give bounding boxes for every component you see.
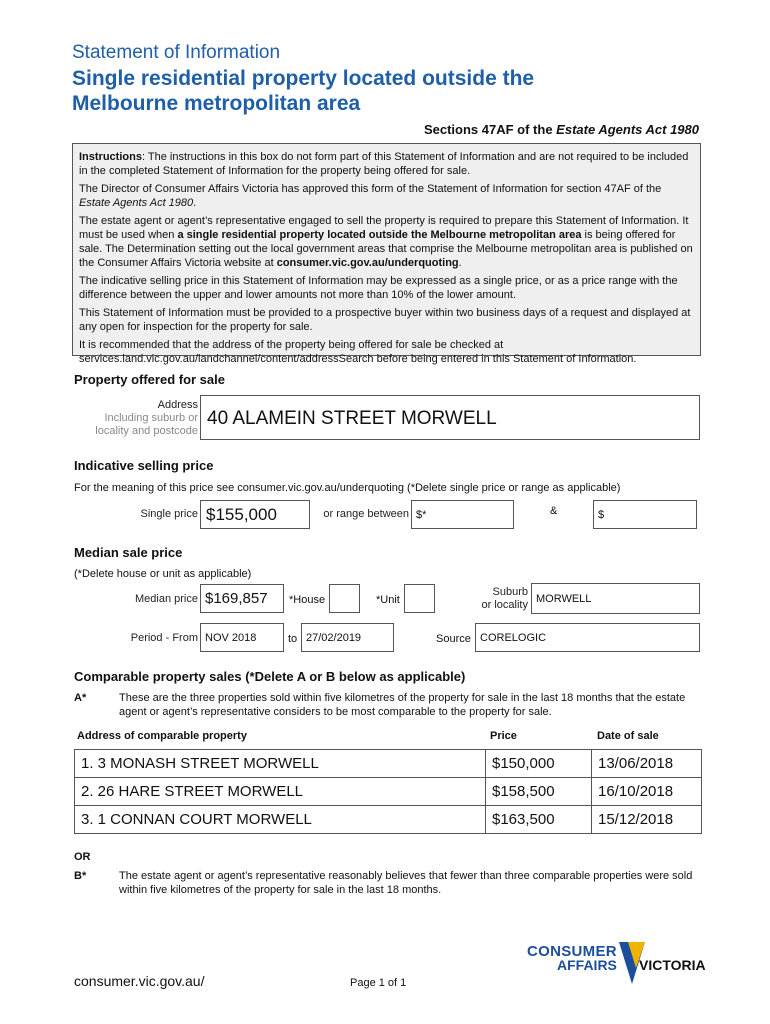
single-price-field[interactable] bbox=[200, 500, 310, 529]
instructions-p5: This Statement of Information must be provided to a prospective buyer within two business days of a request and displayed at any open for inspection for the property for sale. bbox=[79, 307, 691, 333]
instructions-p4: The indicative selling price in this Statement of Information may be expressed as a single price, or as a price range with the difference between the upper and lower amounts not more than 10% of the lower amount. bbox=[79, 275, 678, 301]
option-b-text: The estate agent or agent’s representative reasonably believes that fewer than three comparable properties were sold within five kilometres of the property for sale in the last 18 months. bbox=[119, 870, 693, 896]
range-label: or range between bbox=[323, 508, 409, 520]
page-number: Page 1 of 1 bbox=[350, 977, 407, 989]
comparable-price-1[interactable]: $150,000 bbox=[486, 750, 592, 778]
instructions-p6: It is recommended that the address of the property being offered for sale be checked at services.land.vic.gov.au/landchannel/content/addressSearch before being entered in this Statement of Information. bbox=[79, 339, 637, 365]
source-label: Source bbox=[436, 633, 471, 645]
comparable-date-1[interactable]: 13/06/2018 bbox=[592, 750, 702, 778]
title-line-2: Melbourne metropolitan area bbox=[72, 92, 361, 115]
address-label: Address Including suburb or locality and postcode bbox=[95, 399, 198, 437]
logo-victoria: VICTORIA bbox=[639, 957, 706, 973]
median-heading: Median sale price bbox=[74, 545, 183, 560]
comparable-heading: Comparable property sales (*Delete A or B below as applicable) bbox=[74, 669, 466, 684]
source-field[interactable] bbox=[475, 623, 700, 652]
logo-consumer: CONSUMER bbox=[527, 943, 617, 960]
house-checkbox[interactable] bbox=[329, 584, 360, 613]
col-header-price: Price bbox=[490, 730, 517, 742]
sections-prefix: Sections 47AF of the bbox=[423, 122, 557, 137]
logo-affairs: AFFAIRS bbox=[557, 957, 617, 973]
median-price-value: $169,857 bbox=[205, 590, 268, 607]
period-to-field[interactable] bbox=[301, 623, 394, 652]
sections-act: Estate Agents Act 1980 bbox=[556, 122, 699, 137]
option-a-label: A* bbox=[74, 692, 87, 704]
col-header-date: Date of sale bbox=[597, 730, 659, 742]
single-price-value: $155,000 bbox=[206, 505, 277, 524]
comparable-date-3[interactable]: 15/12/2018 bbox=[592, 806, 702, 834]
instructions-p2: The Director of Consumer Affairs Victoria has approved this form of the Statement of Information for section 47AF of the Estate Agents Act 1980. bbox=[79, 183, 662, 209]
instructions-box bbox=[72, 143, 701, 365]
title-line-1: Single residential property located outside the bbox=[72, 67, 535, 90]
sections-reference bbox=[424, 122, 699, 137]
indicative-heading: Indicative selling price bbox=[74, 458, 214, 473]
source-value: CORELOGIC bbox=[480, 632, 547, 644]
instructions-p3: The estate agent or agent’s representative engaged to sell the property is required to prepare this Statement of Information. It must be used when a single residential property located outside the Melbourne metropolitan area is being offered for sale. The Determination setting out the local government areas that comprise the Melbourne metropolitan area is published on the Consumer Affairs Victoria website at consumer.vic.gov.au/underquoting. bbox=[79, 215, 693, 269]
consumer-affairs-victoria-logo bbox=[527, 940, 706, 988]
table-row bbox=[75, 778, 702, 806]
or-label: OR bbox=[74, 851, 91, 863]
option-b-label: B* bbox=[74, 870, 87, 882]
document-subtitle: Statement of Information bbox=[72, 42, 281, 63]
suburb-field[interactable] bbox=[531, 583, 700, 614]
col-header-address: Address of comparable property bbox=[77, 730, 247, 742]
table-row bbox=[75, 750, 702, 778]
median-price-label: Median price bbox=[135, 593, 198, 605]
comparable-address-3[interactable]: 3. 1 CONNAN COURT MORWELL bbox=[75, 806, 486, 834]
single-price-label: Single price bbox=[140, 508, 198, 520]
footer-url[interactable]: consumer.vic.gov.au/ bbox=[74, 973, 205, 989]
option-a-text: These are the three properties sold within five kilometres of the property for sale in the last 18 months that the estate agent or agent’s representative considers to be most comparable to the property for sale. bbox=[119, 692, 686, 718]
comparable-price-2[interactable]: $158,500 bbox=[486, 778, 592, 806]
address-value: 40 ALAMEIN STREET MORWELL bbox=[207, 408, 497, 429]
underquoting-link[interactable]: consumer.vic.gov.au/underquoting bbox=[276, 257, 459, 269]
house-label: *House bbox=[289, 594, 326, 606]
period-from-field[interactable] bbox=[200, 623, 284, 652]
comparable-table bbox=[74, 749, 702, 834]
median-note: (*Delete house or unit as applicable) bbox=[74, 568, 252, 580]
range-to-value: $ bbox=[598, 509, 605, 521]
property-heading: Property offered for sale bbox=[74, 372, 225, 387]
period-from-value: NOV 2018 bbox=[205, 632, 257, 644]
period-to-value: 27/02/2019 bbox=[306, 632, 362, 644]
instructions-p1: Instructions: The instructions in this box do not form part of this Statement of Information and are not required to be included in the completed Statement of Information for the property being offered for sale. bbox=[79, 151, 689, 177]
unit-label: *Unit bbox=[376, 594, 400, 606]
median-price-field[interactable] bbox=[200, 584, 284, 613]
table-row bbox=[75, 806, 702, 834]
address-field[interactable] bbox=[200, 395, 700, 440]
range-ampersand: & bbox=[550, 505, 558, 517]
period-from-label: Period - From bbox=[130, 632, 198, 644]
document-title bbox=[72, 66, 534, 116]
comparable-address-2[interactable]: 2. 26 HARE STREET MORWELL bbox=[75, 778, 486, 806]
period-to-label: to bbox=[288, 633, 298, 645]
suburb-value: MORWELL bbox=[536, 593, 592, 605]
unit-checkbox[interactable] bbox=[404, 584, 435, 613]
indicative-note: For the meaning of this price see consumer.vic.gov.au/underquoting (*Delete single price or range as applicable) bbox=[74, 482, 621, 494]
suburb-label: Suburb or locality bbox=[481, 586, 528, 611]
comparable-price-3[interactable]: $163,500 bbox=[486, 806, 592, 834]
comparable-address-1[interactable]: 1. 3 MONASH STREET MORWELL bbox=[75, 750, 486, 778]
range-from-value: $* bbox=[416, 509, 427, 521]
comparable-date-2[interactable]: 16/10/2018 bbox=[592, 778, 702, 806]
range-from-field[interactable] bbox=[411, 500, 514, 529]
range-to-field[interactable] bbox=[593, 500, 697, 529]
